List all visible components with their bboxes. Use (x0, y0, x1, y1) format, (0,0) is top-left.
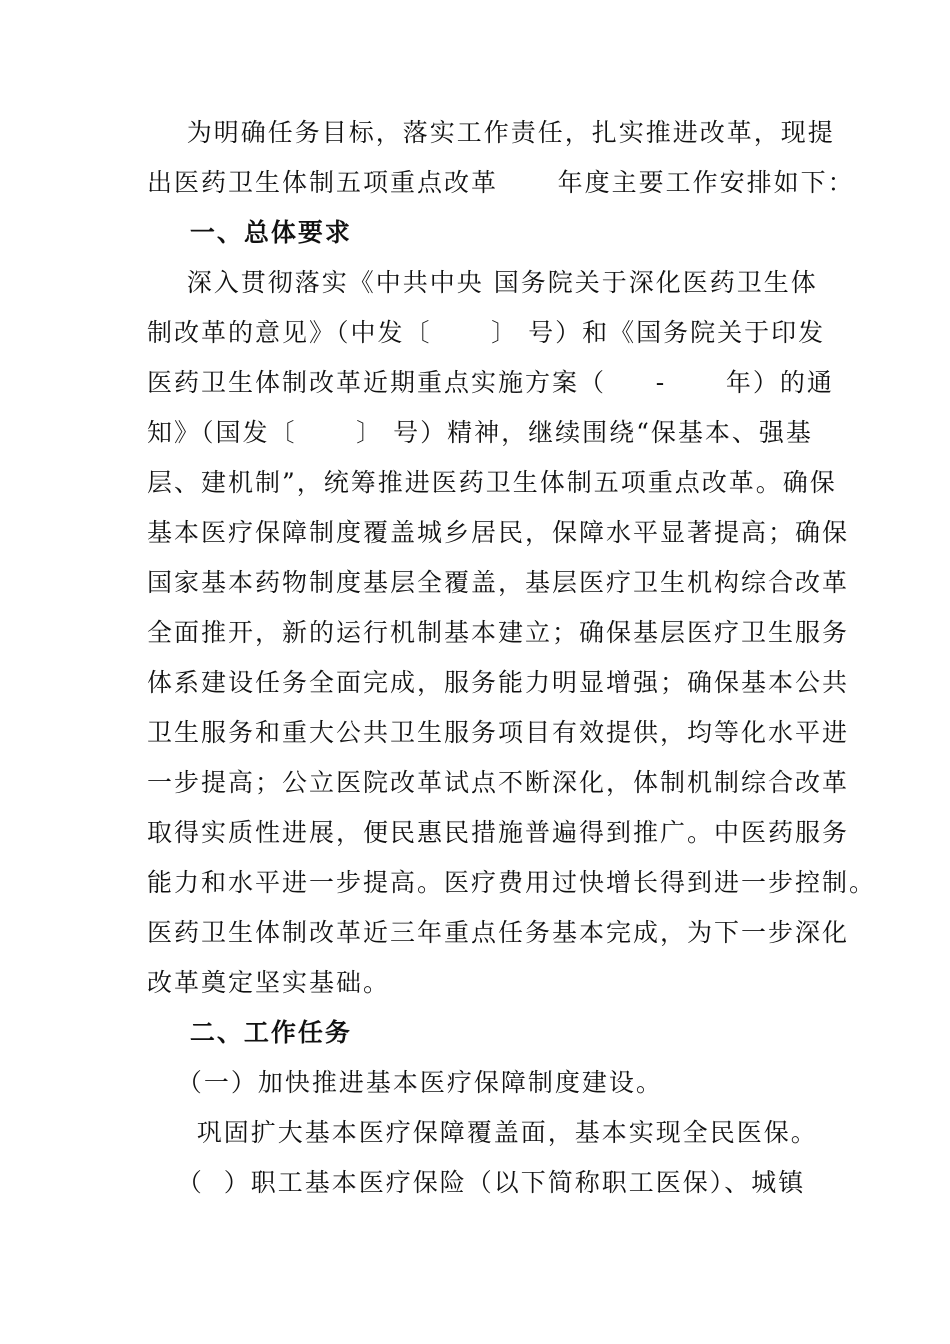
body-line-12: 卫生服务和重大公共卫生服务项目有效提供，均等化水平进 (147, 718, 850, 747)
body-line-1: 为明确任务目标，落实工作责任，扎实推进改革，现提 (147, 118, 835, 147)
body-line-6: 知》（国发〔 〕 号）精神，继续围绕“保基本、强基 (147, 418, 813, 447)
body-line-2: 出医药卫生体制五项重点改革 年度主要工作安排如下： (147, 168, 855, 197)
body-line-16: 医药卫生体制改革近三年重点任务基本完成，为下一步深化 (147, 918, 850, 947)
body-line-11: 体系建设任务全面完成，服务能力明显增强；确保基本公共 (147, 668, 850, 697)
body-line-5: 医药卫生体制改革近期重点实施方案（ - 年）的通 (147, 368, 834, 397)
body-line-15: 能力和水平进一步提高。医疗费用过快增长得到进一步控制。 (147, 868, 877, 897)
body-line-17: 改革奠定坚实基础。 (147, 968, 391, 997)
body-line-19: （ ）职工基本医疗保险（以下简称职工医保）、城镇 (147, 1168, 806, 1197)
body-line-13: 一步提高；公立医院改革试点不断深化，体制机制综合改革 (147, 768, 850, 797)
body-line-4: 制改革的意见》（中发〔 〕 号）和《国务院关于印发 (147, 318, 826, 347)
body-line-10: 全面推开，新的运行机制基本建立；确保基层医疗卫生服务 (147, 618, 850, 647)
body-line-8: 基本医疗保障制度覆盖城乡居民，保障水平显著提高；确保 (147, 518, 850, 547)
body-line-9: 国家基本药物制度基层全覆盖，基层医疗卫生机构综合改革 (147, 568, 850, 597)
body-line-18: 巩固扩大基本医疗保障覆盖面，基本实现全民医保。 (147, 1118, 818, 1147)
subsection-heading-1: （一）加快推进基本医疗保障制度建设。 (147, 1068, 663, 1097)
section-heading-1: 一、总体要求 (147, 218, 352, 247)
body-line-7: 层、建机制”，统筹推进医药卫生体制五项重点改革。确保 (147, 468, 837, 497)
body-line-3: 深入贯彻落实《中共中央 国务院关于深化医药卫生体 (147, 268, 818, 297)
body-line-14: 取得实质性进展，便民惠民措施普遍得到推广。中医药服务 (147, 818, 850, 847)
section-heading-2: 二、工作任务 (147, 1018, 352, 1047)
